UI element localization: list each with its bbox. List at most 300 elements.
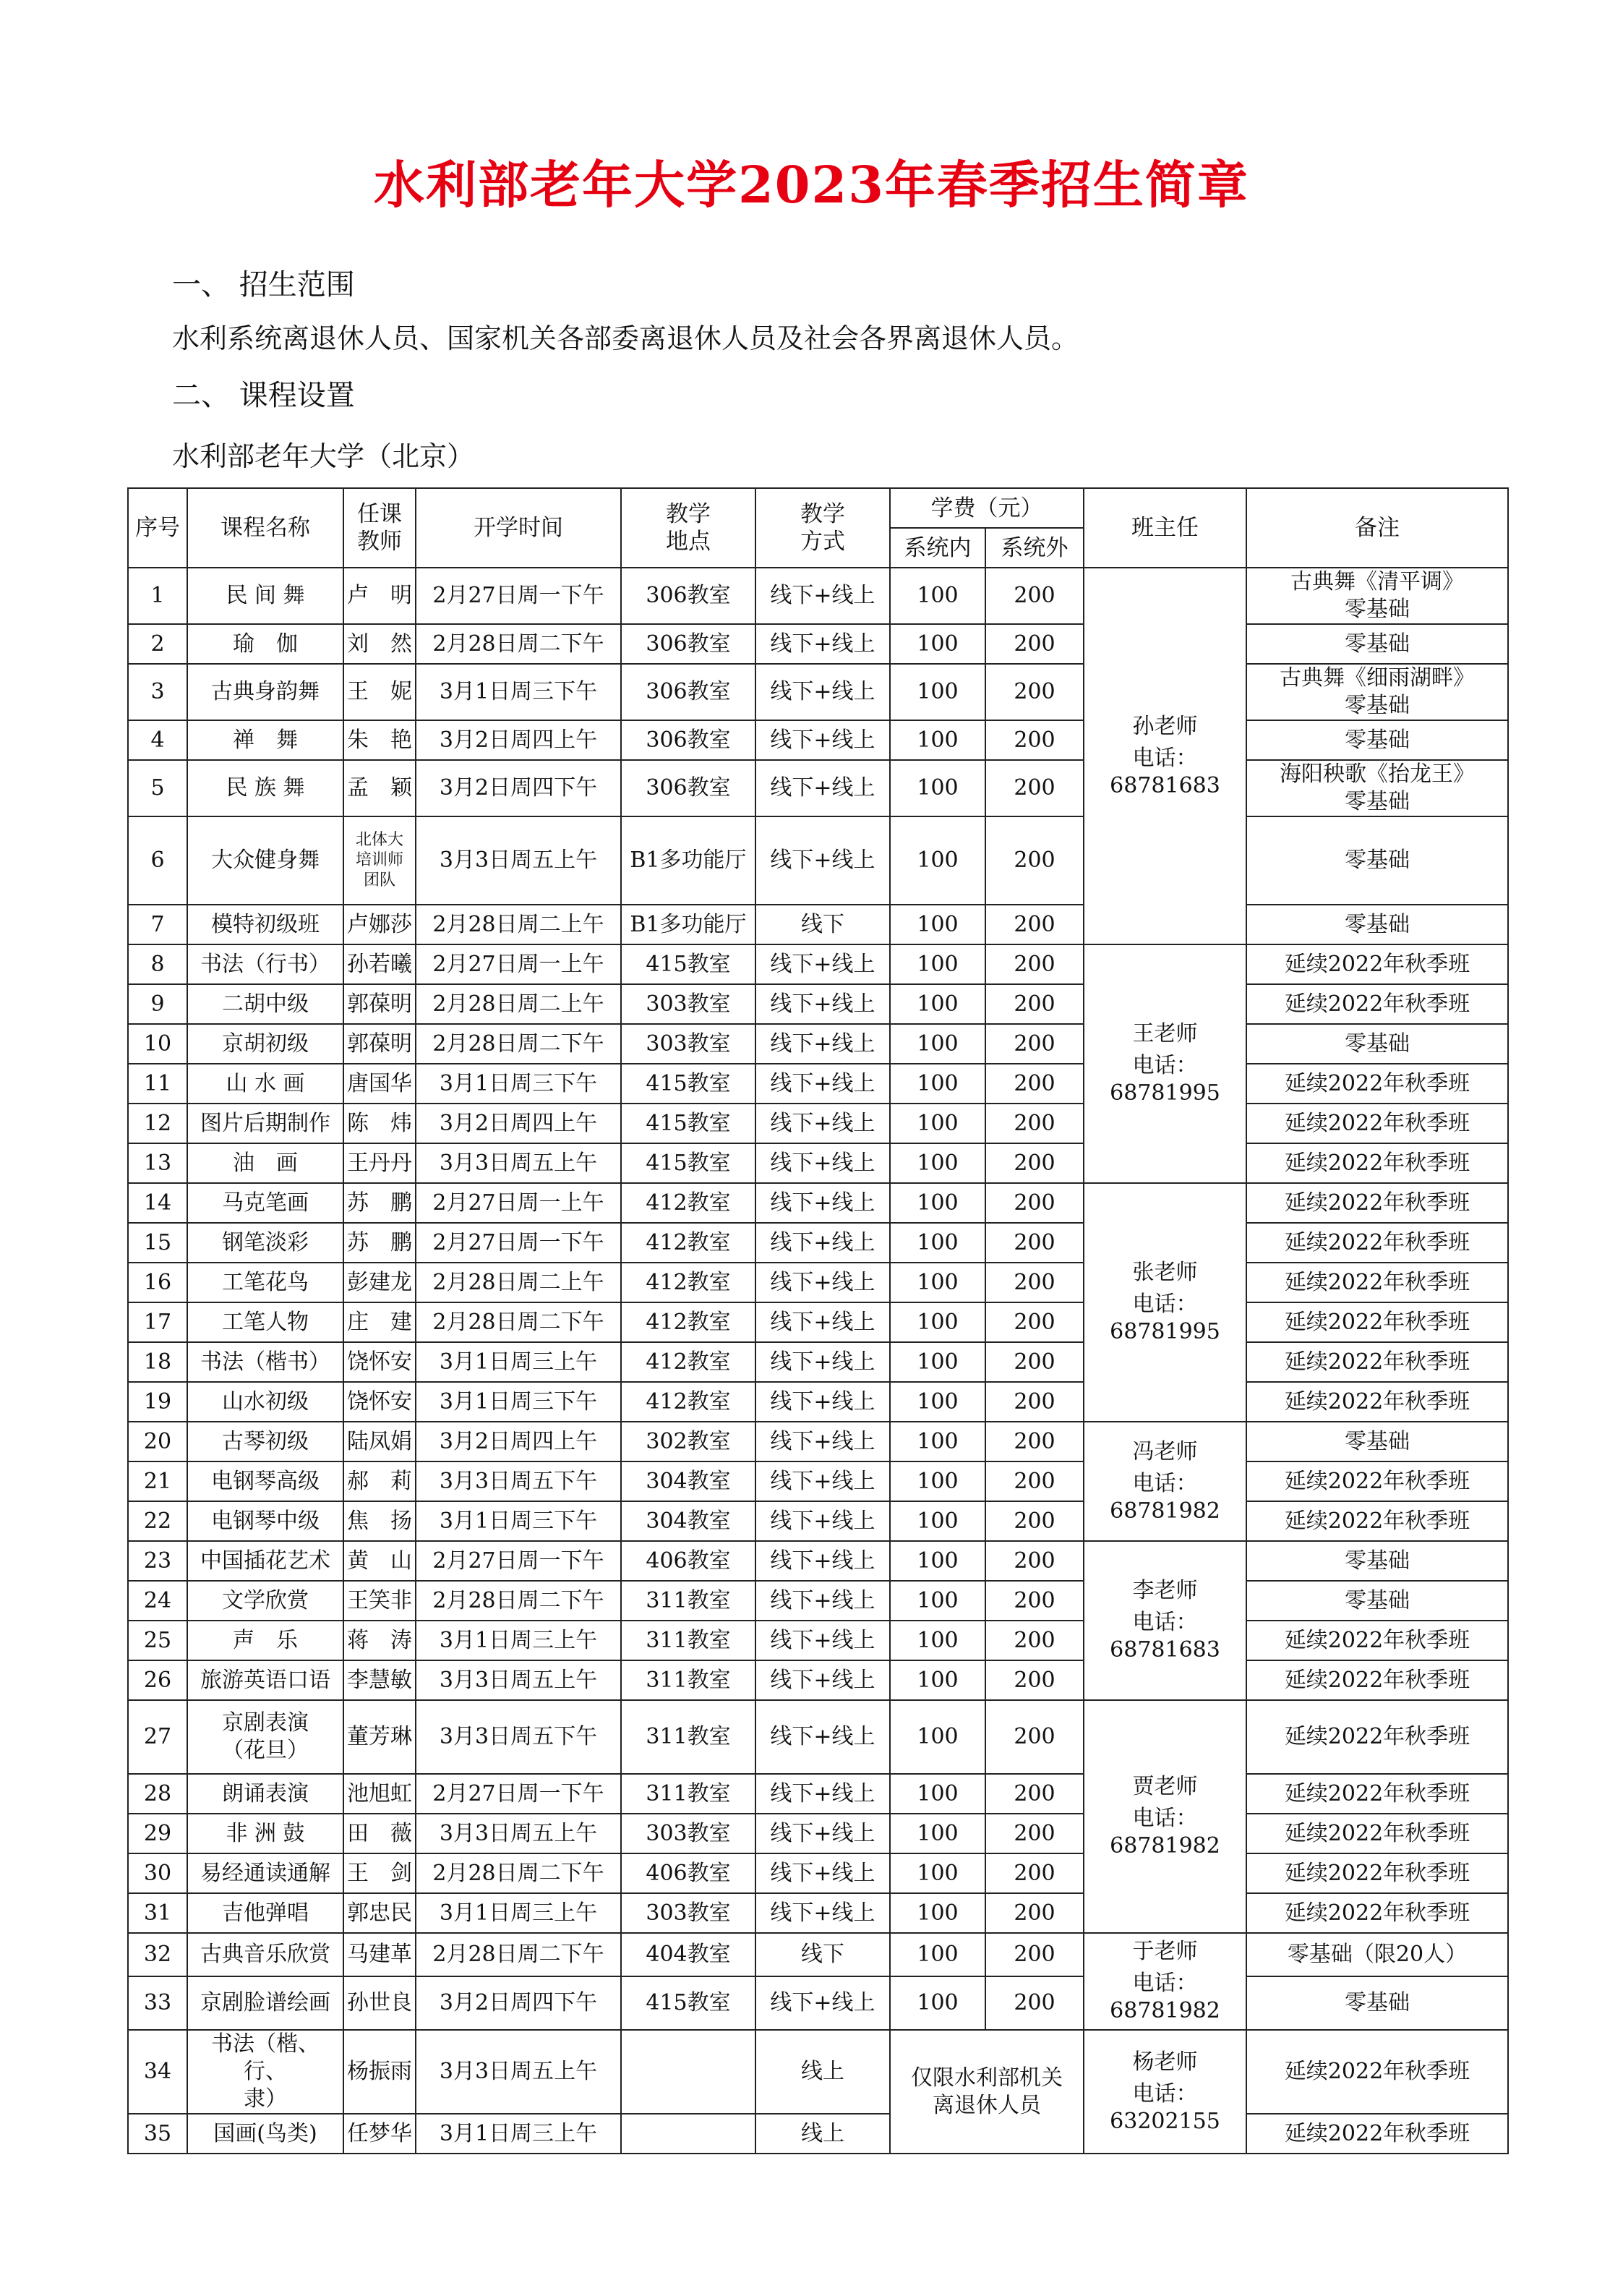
cell-mode: 线下+线上 xyxy=(755,944,890,984)
cell-place: 303教室 xyxy=(621,984,755,1024)
cell-note: 零基础 xyxy=(1246,1976,1508,2030)
head-teacher-phone: 电话：68781995 xyxy=(1110,1053,1220,1106)
cell-no: 7 xyxy=(128,905,187,944)
cell-head-teacher xyxy=(1084,1422,1246,1541)
cell-teacher: 陈 炜 xyxy=(343,1104,416,1143)
cell-course: 钢笔淡彩 xyxy=(187,1223,343,1263)
cell-course xyxy=(187,1700,343,1774)
cell-note: 延续2022年秋季班 xyxy=(1246,1143,1508,1183)
cell-start-time: 2月27日周一下午 xyxy=(416,1774,621,1814)
cell-place: 406教室 xyxy=(621,1853,755,1893)
cell-line: 零基础 xyxy=(1345,597,1410,622)
cell-note: 延续2022年秋季班 xyxy=(1246,1183,1508,1223)
cell-place xyxy=(621,2114,755,2154)
cell-course: 文学欣赏 xyxy=(187,1581,343,1621)
cell-fee-out: 200 xyxy=(985,1342,1084,1382)
head-teacher-name: 冯老师 xyxy=(1132,1438,1198,1464)
cell-course: 电钢琴高级 xyxy=(187,1461,343,1501)
cell-note: 延续2022年秋季班 xyxy=(1246,1382,1508,1422)
cell-mode: 线下+线上 xyxy=(755,816,890,905)
cell-course: 中国插花艺术 xyxy=(187,1541,343,1581)
cell-mode: 线下+线上 xyxy=(755,1853,890,1893)
cell-course: 民 间 舞 xyxy=(187,568,343,624)
cell-mode: 线下+线上 xyxy=(755,1263,890,1302)
cell-course: 朗诵表演 xyxy=(187,1774,343,1814)
cell-fee-in: 100 xyxy=(890,1223,985,1263)
cell-mode: 线下+线上 xyxy=(755,1621,890,1660)
table-row xyxy=(128,905,1508,944)
cell-start-time: 3月3日周五下午 xyxy=(416,1700,621,1774)
cell-line: 古典舞《清平调》 xyxy=(1290,569,1464,594)
cell-start-time: 2月27日周一下午 xyxy=(416,1223,621,1263)
cell-place: 415教室 xyxy=(621,1104,755,1143)
cell-teacher: 苏 鹏 xyxy=(343,1223,416,1263)
cell-line: 隶） xyxy=(244,2086,287,2112)
cell-no: 1 xyxy=(128,568,187,624)
cell-teacher: 唐国华 xyxy=(343,1064,416,1104)
cell-teacher: 任梦华 xyxy=(343,2114,416,2154)
cell-mode: 线上 xyxy=(755,2114,890,2154)
cell-mode: 线下+线上 xyxy=(755,1893,890,1933)
cell-fee-in: 100 xyxy=(890,1104,985,1143)
cell-place: 302教室 xyxy=(621,1422,755,1461)
cell-start-time: 3月2日周四下午 xyxy=(416,760,621,816)
cell-line: 教学 xyxy=(666,501,711,527)
cell-course: 古典音乐欣赏 xyxy=(187,1933,343,1976)
cell-start-time: 3月1日周三上午 xyxy=(416,1342,621,1382)
cell-start-time: 3月3日周五上午 xyxy=(416,1814,621,1853)
cell-course: 电钢琴中级 xyxy=(187,1501,343,1541)
table-row xyxy=(128,1774,1508,1814)
cell-no: 4 xyxy=(128,720,187,760)
cell-place xyxy=(621,2030,755,2114)
cell-no: 13 xyxy=(128,1143,187,1183)
cell-no: 28 xyxy=(128,1774,187,1814)
cell-start-time: 3月3日周五下午 xyxy=(416,1461,621,1501)
cell-teacher: 饶怀安 xyxy=(343,1382,416,1422)
cell-fee-in: 100 xyxy=(890,1976,985,2030)
cell-fee-in: 100 xyxy=(890,1064,985,1104)
cell-no: 32 xyxy=(128,1933,187,1976)
cell-line: 古典舞《细雨湖畔》 xyxy=(1280,665,1475,691)
cell-note: 延续2022年秋季班 xyxy=(1246,1302,1508,1342)
table-row xyxy=(128,760,1508,816)
cell-note: 延续2022年秋季班 xyxy=(1246,1814,1508,1853)
cell-fee-out: 200 xyxy=(985,664,1084,720)
cell-line: 仅限水利部机关 xyxy=(911,2065,1063,2091)
head-teacher-phone: 电话：68781995 xyxy=(1110,1292,1220,1344)
cell-note: 延续2022年秋季班 xyxy=(1246,1104,1508,1143)
cell-course: 山水初级 xyxy=(187,1382,343,1422)
cell-no: 20 xyxy=(128,1422,187,1461)
cell-fee-out: 200 xyxy=(985,1302,1084,1342)
cell-start-time: 3月1日周三下午 xyxy=(416,664,621,720)
table-row xyxy=(128,1302,1508,1342)
cell-fee-in: 100 xyxy=(890,984,985,1024)
cell-fee-in: 100 xyxy=(890,1541,985,1581)
cell-mode: 线下+线上 xyxy=(755,1581,890,1621)
cell-no: 3 xyxy=(128,664,187,720)
cell-course: 大众健身舞 xyxy=(187,816,343,905)
cell-place: 311教室 xyxy=(621,1774,755,1814)
cell-start-time: 3月2日周四下午 xyxy=(416,1976,621,2030)
cell-place: B1多功能厅 xyxy=(621,905,755,944)
cell-mode: 线下+线上 xyxy=(755,1223,890,1263)
cell-start-time: 3月1日周三上午 xyxy=(416,1893,621,1933)
cell-start-time: 3月1日周三上午 xyxy=(416,1621,621,1660)
cell-note: 延续2022年秋季班 xyxy=(1246,2030,1508,2114)
cell-teacher: 董芳琳 xyxy=(343,1700,416,1774)
table-row xyxy=(128,624,1508,664)
cell-fee-out: 200 xyxy=(985,1581,1084,1621)
header-course: 课程名称 xyxy=(187,488,343,568)
cell-mode: 线下 xyxy=(755,905,890,944)
cell-note: 零基础 xyxy=(1246,816,1508,905)
cell-mode: 线下+线上 xyxy=(755,664,890,720)
head-teacher-phone: 电话：68781982 xyxy=(1110,1971,1220,2023)
head-teacher-phone: 电话：68781683 xyxy=(1110,745,1220,798)
cell-start-time: 2月28日周二下午 xyxy=(416,1024,621,1064)
cell-mode: 线下+线上 xyxy=(755,1064,890,1104)
cell-head-teacher xyxy=(1084,944,1246,1183)
cell-mode: 线下+线上 xyxy=(755,984,890,1024)
cell-teacher: 王 剑 xyxy=(343,1853,416,1893)
cell-course: 禅 舞 xyxy=(187,720,343,760)
cell-fee-in: 100 xyxy=(890,664,985,720)
cell-note: 延续2022年秋季班 xyxy=(1246,1700,1508,1774)
cell-place: 304教室 xyxy=(621,1501,755,1541)
cell-start-time: 3月3日周五上午 xyxy=(416,816,621,905)
cell-start-time: 2月27日周一下午 xyxy=(416,568,621,624)
cell-teacher: 刘 然 xyxy=(343,624,416,664)
table-row xyxy=(128,1223,1508,1263)
cell-start-time: 3月2日周四上午 xyxy=(416,1422,621,1461)
cell-teacher: 李慧敏 xyxy=(343,1660,416,1700)
cell-fee-out: 200 xyxy=(985,1064,1084,1104)
cell-no: 31 xyxy=(128,1893,187,1933)
cell-fee-out: 200 xyxy=(985,1660,1084,1700)
head-teacher-phone: 电话：63202155 xyxy=(1110,2081,1220,2134)
cell-no: 24 xyxy=(128,1581,187,1621)
cell-fee-out: 200 xyxy=(985,624,1084,664)
cell-fee-in: 100 xyxy=(890,905,985,944)
section-heading-scope: 一、 招生范围 xyxy=(172,268,355,302)
cell-no: 33 xyxy=(128,1976,187,2030)
cell-course: 油 画 xyxy=(187,1143,343,1183)
table-row xyxy=(128,1263,1508,1302)
header-teacher xyxy=(343,488,416,568)
table-row xyxy=(128,1104,1508,1143)
cell-no: 9 xyxy=(128,984,187,1024)
cell-mode: 线下+线上 xyxy=(755,720,890,760)
cell-fee-in: 100 xyxy=(890,944,985,984)
table-row xyxy=(128,816,1508,905)
cell-fee-out: 200 xyxy=(985,1541,1084,1581)
cell-note: 延续2022年秋季班 xyxy=(1246,944,1508,984)
table-row xyxy=(128,1501,1508,1541)
cell-mode: 线下+线上 xyxy=(755,1342,890,1382)
table-row xyxy=(128,1024,1508,1064)
cell-fee-restriction xyxy=(890,2030,1084,2154)
cell-fee-out: 200 xyxy=(985,1893,1084,1933)
cell-line: 北体大 xyxy=(355,831,403,849)
course-table xyxy=(127,487,1509,2154)
cell-note: 零基础 xyxy=(1246,905,1508,944)
table-row xyxy=(128,1853,1508,1893)
cell-start-time: 2月27日周一上午 xyxy=(416,944,621,984)
cell-line: 京剧表演 xyxy=(222,1710,309,1736)
cell-course: 古典身韵舞 xyxy=(187,664,343,720)
cell-teacher: 朱 艳 xyxy=(343,720,416,760)
cell-fee-out: 200 xyxy=(985,760,1084,816)
cell-teacher: 田 薇 xyxy=(343,1814,416,1853)
header-place xyxy=(621,488,755,568)
cell-course: 国画(鸟类) xyxy=(187,2114,343,2154)
cell-no: 35 xyxy=(128,2114,187,2154)
cell-fee-out: 200 xyxy=(985,984,1084,1024)
cell-line: 零基础 xyxy=(1345,789,1410,814)
cell-start-time: 3月1日周三下午 xyxy=(416,1501,621,1541)
cell-mode: 线下+线上 xyxy=(755,1024,890,1064)
cell-note: 延续2022年秋季班 xyxy=(1246,1774,1508,1814)
cell-fee-in: 100 xyxy=(890,1853,985,1893)
cell-teacher: 黄 山 xyxy=(343,1541,416,1581)
table-row xyxy=(128,1461,1508,1501)
cell-note: 延续2022年秋季班 xyxy=(1246,984,1508,1024)
cell-line: 零基础 xyxy=(1345,693,1410,718)
cell-mode: 线下+线上 xyxy=(755,1660,890,1700)
header-fee-in: 系统内 xyxy=(890,528,985,568)
cell-note: 延续2022年秋季班 xyxy=(1246,1893,1508,1933)
header-note: 备注 xyxy=(1246,488,1508,568)
cell-place: 306教室 xyxy=(621,568,755,624)
cell-fee-out: 200 xyxy=(985,1143,1084,1183)
cell-course: 工笔人物 xyxy=(187,1302,343,1342)
cell-mode: 线下+线上 xyxy=(755,1814,890,1853)
cell-fee-in: 100 xyxy=(890,1342,985,1382)
cell-mode: 线下+线上 xyxy=(755,1422,890,1461)
cell-fee-out: 200 xyxy=(985,944,1084,984)
cell-place: 303教室 xyxy=(621,1893,755,1933)
table-row xyxy=(128,664,1508,720)
cell-mode: 线下+线上 xyxy=(755,1461,890,1501)
cell-note: 延续2022年秋季班 xyxy=(1246,1660,1508,1700)
cell-place: 306教室 xyxy=(621,720,755,760)
cell-fee-out: 200 xyxy=(985,1183,1084,1223)
cell-head-teacher xyxy=(1084,1183,1246,1422)
cell-fee-out: 200 xyxy=(985,1223,1084,1263)
cell-fee-in: 100 xyxy=(890,1700,985,1774)
cell-fee-in: 100 xyxy=(890,1183,985,1223)
cell-course: 山 水 画 xyxy=(187,1064,343,1104)
cell-place: 304教室 xyxy=(621,1461,755,1501)
cell-teacher: 孙若曦 xyxy=(343,944,416,984)
cell-fee-out: 200 xyxy=(985,1621,1084,1660)
cell-line: （花旦） xyxy=(222,1738,309,1763)
cell-note: 零基础 xyxy=(1246,720,1508,760)
cell-line: 离退休人员 xyxy=(933,2092,1041,2118)
cell-place: 306教室 xyxy=(621,664,755,720)
cell-note: 零基础 xyxy=(1246,1422,1508,1461)
cell-fee-out: 200 xyxy=(985,1853,1084,1893)
cell-place: 412教室 xyxy=(621,1302,755,1342)
cell-start-time: 2月28日周二上午 xyxy=(416,1263,621,1302)
head-teacher-phone: 电话：68781683 xyxy=(1110,1610,1220,1663)
cell-no: 22 xyxy=(128,1501,187,1541)
cell-head-teacher xyxy=(1084,1700,1246,1933)
cell-teacher: 焦 扬 xyxy=(343,1501,416,1541)
cell-no: 2 xyxy=(128,624,187,664)
cell-place: 412教室 xyxy=(621,1183,755,1223)
cell-mode: 线下+线上 xyxy=(755,624,890,664)
cell-start-time: 2月28日周二下午 xyxy=(416,1853,621,1893)
cell-line: 海阳秧歌《抬龙王》 xyxy=(1280,761,1475,787)
cell-teacher: 王丹丹 xyxy=(343,1143,416,1183)
table-row xyxy=(128,2030,1508,2114)
cell-note: 延续2022年秋季班 xyxy=(1246,1501,1508,1541)
cell-teacher: 王 妮 xyxy=(343,664,416,720)
cell-fee-out: 200 xyxy=(985,1933,1084,1976)
cell-mode: 线下+线上 xyxy=(755,1501,890,1541)
cell-head-teacher xyxy=(1084,2030,1246,2154)
cell-line: 书法（楷、行、 xyxy=(211,2031,320,2084)
cell-teacher: 郝 莉 xyxy=(343,1461,416,1501)
cell-teacher: 陆凤娟 xyxy=(343,1422,416,1461)
cell-fee-out: 200 xyxy=(985,905,1084,944)
cell-fee-out: 200 xyxy=(985,1774,1084,1814)
cell-note: 零基础 xyxy=(1246,1581,1508,1621)
cell-place: 303教室 xyxy=(621,1814,755,1853)
cell-place: B1多功能厅 xyxy=(621,816,755,905)
cell-fee-in: 100 xyxy=(890,1621,985,1660)
cell-no: 30 xyxy=(128,1853,187,1893)
head-teacher-name: 张老师 xyxy=(1132,1260,1198,1285)
cell-fee-out: 200 xyxy=(985,1104,1084,1143)
cell-place: 412教室 xyxy=(621,1382,755,1422)
cell-fee-out: 200 xyxy=(985,1024,1084,1064)
cell-fee-out: 200 xyxy=(985,1700,1084,1774)
cell-no: 11 xyxy=(128,1064,187,1104)
cell-course: 工笔花鸟 xyxy=(187,1263,343,1302)
table-row xyxy=(128,1976,1508,2030)
cell-course: 图片后期制作 xyxy=(187,1104,343,1143)
cell-course: 书法（楷书） xyxy=(187,1342,343,1382)
cell-start-time: 2月27日周一上午 xyxy=(416,1183,621,1223)
cell-place: 415教室 xyxy=(621,1976,755,2030)
cell-note: 零基础 xyxy=(1246,1024,1508,1064)
page-title: 水利部老年大学2023年春季招生简章 xyxy=(374,155,1249,215)
cell-teacher: 马建革 xyxy=(343,1933,416,1976)
cell-mode: 线下+线上 xyxy=(755,1774,890,1814)
table-header-row xyxy=(128,488,1508,528)
cell-mode: 线下+线上 xyxy=(755,1302,890,1342)
cell-fee-in: 100 xyxy=(890,1143,985,1183)
cell-note: 延续2022年秋季班 xyxy=(1246,1621,1508,1660)
cell-fee-in: 100 xyxy=(890,1461,985,1501)
cell-fee-in: 100 xyxy=(890,624,985,664)
cell-place: 311教室 xyxy=(621,1700,755,1774)
cell-no: 6 xyxy=(128,816,187,905)
table-row xyxy=(128,1382,1508,1422)
cell-place: 415教室 xyxy=(621,1143,755,1183)
cell-course: 京剧脸谱绘画 xyxy=(187,1976,343,2030)
cell-no: 29 xyxy=(128,1814,187,1853)
cell-note: 延续2022年秋季班 xyxy=(1246,1853,1508,1893)
cell-fee-out: 200 xyxy=(985,1814,1084,1853)
cell-note: 零基础 xyxy=(1246,624,1508,664)
cell-start-time: 2月28日周二下午 xyxy=(416,1581,621,1621)
cell-no: 18 xyxy=(128,1342,187,1382)
cell-mode: 线下+线上 xyxy=(755,1700,890,1774)
head-teacher-name: 李老师 xyxy=(1132,1578,1198,1603)
cell-mode: 线下+线上 xyxy=(755,1541,890,1581)
cell-fee-in: 100 xyxy=(890,1263,985,1302)
campus-label: 水利部老年大学（北京） xyxy=(172,440,475,472)
cell-course: 民 族 舞 xyxy=(187,760,343,816)
table-row xyxy=(128,1183,1508,1223)
cell-start-time: 3月1日周三上午 xyxy=(416,2114,621,2154)
cell-no: 23 xyxy=(128,1541,187,1581)
cell-no: 16 xyxy=(128,1263,187,1302)
cell-place: 311教室 xyxy=(621,1660,755,1700)
cell-note: 延续2022年秋季班 xyxy=(1246,1342,1508,1382)
cell-start-time: 3月3日周五上午 xyxy=(416,2030,621,2114)
table-row xyxy=(128,1581,1508,1621)
cell-note: 延续2022年秋季班 xyxy=(1246,2114,1508,2154)
cell-fee-out: 200 xyxy=(985,1461,1084,1501)
cell-course: 书法（行书） xyxy=(187,944,343,984)
cell-no: 21 xyxy=(128,1461,187,1501)
table-row xyxy=(128,1422,1508,1461)
cell-teacher: 庄 建 xyxy=(343,1302,416,1342)
cell-note: 延续2022年秋季班 xyxy=(1246,1064,1508,1104)
cell-teacher: 杨振雨 xyxy=(343,2030,416,2114)
cell-no: 5 xyxy=(128,760,187,816)
cell-teacher: 池旭虹 xyxy=(343,1774,416,1814)
cell-fee-in: 100 xyxy=(890,720,985,760)
cell-note: 延续2022年秋季班 xyxy=(1246,1263,1508,1302)
cell-no: 27 xyxy=(128,1700,187,1774)
cell-no: 12 xyxy=(128,1104,187,1143)
cell-fee-out: 200 xyxy=(985,1501,1084,1541)
cell-fee-out: 200 xyxy=(985,1382,1084,1422)
table-row xyxy=(128,1660,1508,1700)
header-fee: 学费（元） xyxy=(890,488,1084,528)
table-row xyxy=(128,1143,1508,1183)
cell-mode: 线下+线上 xyxy=(755,1143,890,1183)
cell-fee-out: 200 xyxy=(985,1263,1084,1302)
cell-place: 306教室 xyxy=(621,760,755,816)
cell-fee-in: 100 xyxy=(890,568,985,624)
head-teacher-name: 孙老师 xyxy=(1132,713,1198,739)
cell-place: 311教室 xyxy=(621,1581,755,1621)
cell-start-time: 2月27日周一下午 xyxy=(416,1541,621,1581)
cell-teacher xyxy=(343,816,416,905)
cell-fee-out: 200 xyxy=(985,816,1084,905)
section-text-scope: 水利系统离退休人员、国家机关各部委离退休人员及社会各界离退休人员。 xyxy=(172,323,1079,354)
header-head-teacher: 班主任 xyxy=(1084,488,1246,568)
cell-course xyxy=(187,2030,343,2114)
cell-fee-out: 200 xyxy=(985,568,1084,624)
header-mode xyxy=(755,488,890,568)
cell-mode: 线下+线上 xyxy=(755,1183,890,1223)
cell-course: 古琴初级 xyxy=(187,1422,343,1461)
cell-start-time: 3月1日周三下午 xyxy=(416,1064,621,1104)
cell-mode: 线下+线上 xyxy=(755,1104,890,1143)
head-teacher-name: 于老师 xyxy=(1132,1939,1198,1964)
cell-fee-in: 100 xyxy=(890,1774,985,1814)
cell-mode: 线下+线上 xyxy=(755,1382,890,1422)
